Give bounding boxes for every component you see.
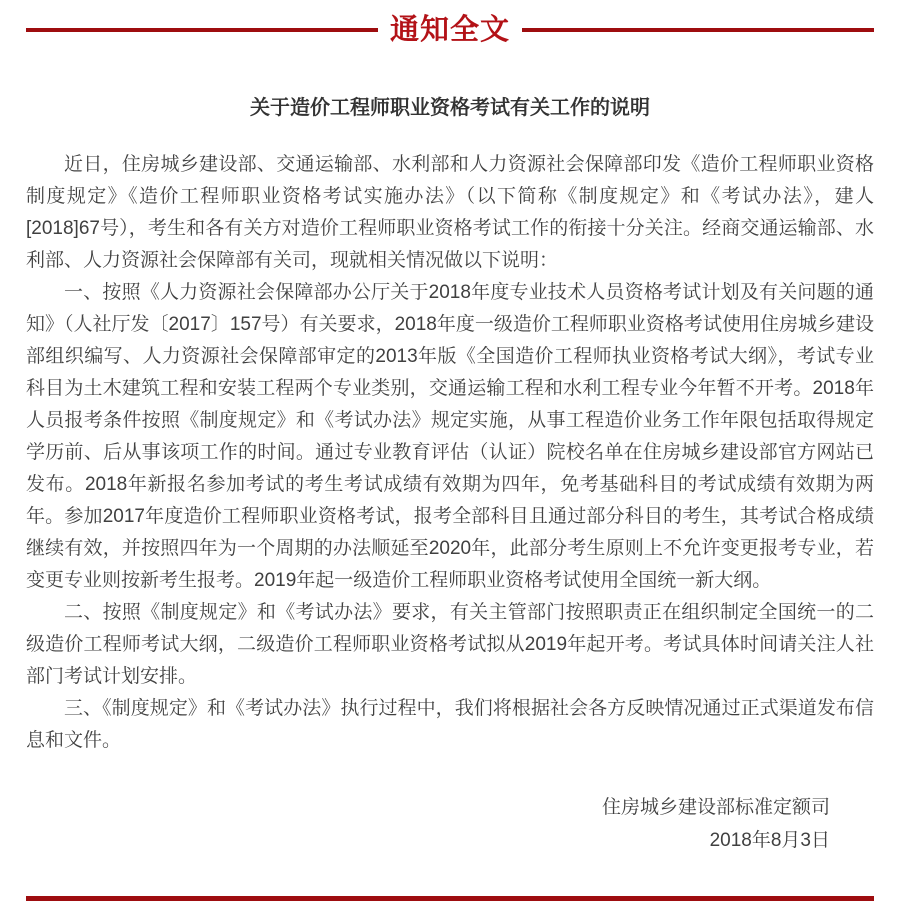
paragraph-item-3: 三、《制度规定》和《考试办法》执行过程中，我们将根据社会各方反映情况通过正式渠道发布信息和文件。 [26,698,874,751]
signature-department: 住房城乡建设部标准定额司 [601,797,830,818]
paragraph-intro: 近日，住房城乡建设部、交通运输部、水利部和人力资源社会保障部印发《造价工程师职业资格制度规定》《造价工程师职业资格考试实施办法》（以下简称《制度规定》和《考试办法》，建人[2018]67号），考生和各有关方对造价工程师职业资格考试工作的衔接十分关注。经商交通运输部、水利部、人力资源社会保障部有关司，现就相关情况做以下说明： [26,154,874,271]
paragraph-item-2: 二、按照《制度规定》和《考试办法》要求，有关主管部门按照职责正在组织制定全国统一的二级造价工程师考试大纲，二级造价工程师职业资格考试拟从2019年起开考。考试具体时间请关注人社部门考试计划安排。 [26,602,874,687]
header-line-right [522,28,874,32]
signature-block [26,791,874,857]
header-line-left [26,28,378,32]
signature-date: 2018年8月3日 [709,830,830,851]
notice-header [26,13,874,47]
bottom-divider [26,896,874,901]
article-title: 关于造价工程师职业资格考试有关工作的说明 [250,97,650,119]
notice-header-title: 通知全文 [390,14,511,46]
article-body [26,149,874,757]
paragraph-item-1: 一、按照《人力资源社会保障部办公厅关于2018年度专业技术人员资格考试计划及有关问题的通知》（人社厅发〔2017〕157号）有关要求，2018年度一级造价工程师职业资格考试使用住房城乡建设部组织编写、人力资源社会保障部审定的2013年版《全国造价工程师执业资格考试大纲》，考试专业科目为土木建筑工程和安装工程两个专业类别，交通运输工程和水利工程专业今年暂不开考。2018年人员报考条件按照《制度规定》和《考试办法》规定实施，从事工程造价业务工作年限包括取得规定学历前、后从事该项工作的时间。通过专业教育评估（认证）院校名单在住房城乡建设部官方网站已发布。2018年新报名参加考试的考生考试成绩有效期为四年，免考基础科目的考试成绩有效期为两年。参加2017年度造价工程师职业资格考试，报考全部科目且通过部分科目的考生，其考试合格成绩继续有效，并按照四年为一个周期的办法顺延至2020年，此部分考生原则上不允许变更报考专业，若变更专业则按新考生报考。2019年起一级造价工程师职业资格考试使用全国统一新大纲。 [26,282,874,591]
